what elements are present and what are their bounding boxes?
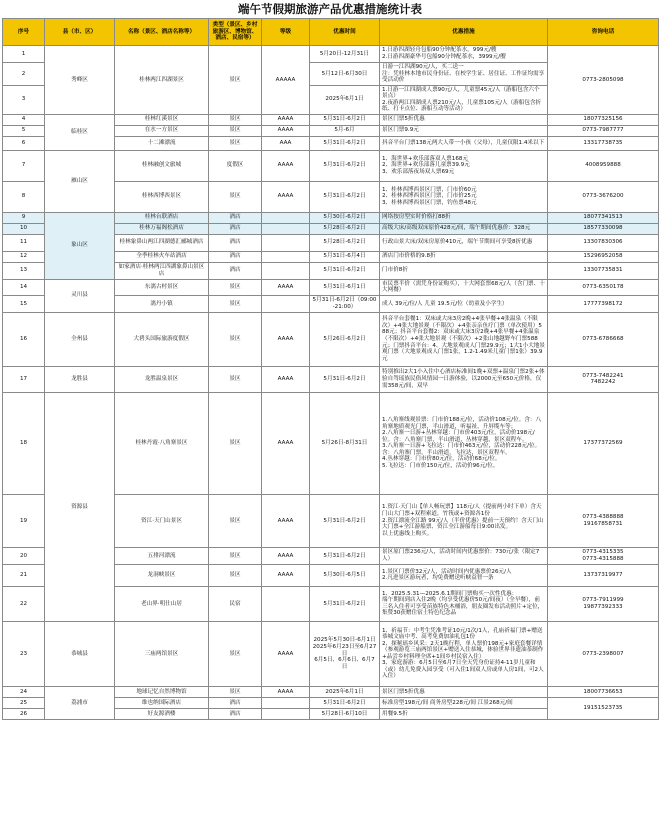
cell-no: 5 bbox=[3, 125, 45, 136]
cell-type: 酒店 bbox=[209, 262, 262, 279]
cell-no: 9 bbox=[3, 212, 45, 223]
cell-offer: 市民票半价（需凭身份证购买），十大网套票68元/人（含门票、十大网餐） bbox=[380, 279, 548, 295]
cell-offer: 日游一江四湖90元/人，买二送一 注：凭桂林本地市民身份证、在校学生证、居住证、工作证均需享受活动价 bbox=[380, 63, 548, 86]
header-cell-time: 优惠时间 bbox=[310, 19, 380, 46]
header-cell-phone: 咨询电话 bbox=[548, 19, 659, 46]
cell-phone: 18077341513 bbox=[548, 212, 659, 223]
cell-level bbox=[262, 262, 310, 279]
cell-name: 桂林万福阁松酒店 bbox=[115, 223, 209, 234]
cell-name: 东漓古村景区 bbox=[115, 279, 209, 295]
table-row bbox=[3, 212, 659, 223]
cell-type: 景区 bbox=[209, 181, 262, 212]
cell-offer: 1.资江·天门山【单人畅玩票】118元/人（提前两小时下单）含天门山大门票+双程索道，竹筏或+资源各1份 2.资江漂流全江路 99元/人（半价优惠）提前一天预约！含天门山大门票+全江游船票、资江全江游船每日9:00出发。 以上优惠线上购买。 bbox=[380, 494, 548, 547]
cell-time: 5月31日-6月2日 bbox=[310, 547, 380, 564]
cell-no: 17 bbox=[3, 366, 45, 392]
cell-no: 14 bbox=[3, 279, 45, 295]
cell-no: 26 bbox=[3, 708, 45, 719]
cell-type: 景区 bbox=[209, 312, 262, 366]
cell-phone: 17377372569 bbox=[548, 392, 659, 494]
cell-name: 在水一方景区 bbox=[115, 125, 209, 136]
cell-time: 5月31日-6月2日 bbox=[310, 262, 380, 279]
cell-level: AAAA bbox=[262, 181, 310, 212]
cell-type: 景区 bbox=[209, 114, 262, 125]
cell-type: 酒店 bbox=[209, 212, 262, 223]
cell-phone: 0773-6350178 bbox=[548, 279, 659, 295]
cell-time: 2025年5月30日-6月1日 2025年6月23日至6月27日 6月5日、6月6日、6月7日 bbox=[310, 621, 380, 686]
table-row bbox=[3, 366, 659, 392]
cell-level: AAAA bbox=[262, 312, 310, 366]
cell-no: 19 bbox=[3, 494, 45, 547]
cell-county: 资源县 bbox=[45, 392, 115, 621]
cell-type: 景区 bbox=[209, 392, 262, 494]
cell-county: 龙胜县 bbox=[45, 366, 115, 392]
cell-time: 5月31日-6月2日 bbox=[310, 586, 380, 621]
table-row bbox=[3, 392, 659, 494]
cell-time: 5月31日-6月2日 bbox=[310, 697, 380, 708]
cell-time: 5月28日-6月2日 bbox=[310, 234, 380, 251]
cell-offer: 景区门票5折优惠 bbox=[380, 114, 548, 125]
cell-time: 5月26日-8月31日 bbox=[310, 392, 380, 494]
cell-time: 5月30日-6月2日 bbox=[310, 212, 380, 223]
cell-phone: 18007736653 bbox=[548, 686, 659, 697]
cell-offer: 1.八角寨线观景票：门市价188元/位，活动价108元/位。含：八角寨地质观光门票，半山滑道，听福祉，升屏缆车等； 2.八角寨一日游+丛林穿越：门市价403元/位，活动价198元/位。含：八角寨门票，半山滑道，丛林穿越，景区双程车。 3.八角寨一日游+飞拉达：门市价463元/位，活动价228元/位。含：八角寨门票，半山滑道，飞拉达，景区双程车。 4.丛林穿越：门市价80元/位，活动价68元/位。 5.飞拉达：门市价150元/位，活动价96元/位。 bbox=[380, 392, 548, 494]
cell-time: 2025年6月1日 bbox=[310, 85, 380, 114]
cell-no: 22 bbox=[3, 586, 45, 621]
cell-offer: 特别推出2大1小入住中心酒店标准间1晚+双票+温泉门票2张+体验自驾瑶族民俗风情园一日游体验，以2000元至650元价格，仅需358元/间，双早 bbox=[380, 366, 548, 392]
cell-time: 5月31日-6月2日 bbox=[310, 366, 380, 392]
cell-level: AAA bbox=[262, 136, 310, 150]
header-cell-offer: 优惠措施 bbox=[380, 19, 548, 46]
cell-level bbox=[262, 251, 310, 262]
cell-phone: 19151523735 bbox=[548, 697, 659, 719]
cell-phone: 0773-7911999 19877392333 bbox=[548, 586, 659, 621]
cell-offer: 成人 39元/位/人 儿童 19.5元/位（幼童及小学生） bbox=[380, 295, 548, 312]
cell-name: 全季桂林火车站酒店 bbox=[115, 251, 209, 262]
cell-no: 20 bbox=[3, 547, 45, 564]
cell-type: 酒店 bbox=[209, 697, 262, 708]
cell-level: AAAA bbox=[262, 150, 310, 181]
cell-county: 临桂区 bbox=[45, 114, 115, 150]
cell-type: 景区 bbox=[209, 46, 262, 115]
cell-no: 24 bbox=[3, 686, 45, 697]
cell-name: 漓丹小镇 bbox=[115, 295, 209, 312]
cell-no: 11 bbox=[3, 234, 45, 251]
cell-phone: 0773-2398007 bbox=[548, 621, 659, 686]
cell-type: 景区 bbox=[209, 621, 262, 686]
promotion-table bbox=[2, 18, 659, 720]
cell-no: 6 bbox=[3, 136, 45, 150]
cell-phone: 15296952058 bbox=[548, 251, 659, 262]
cell-no: 23 bbox=[3, 621, 45, 686]
cell-no: 1 bbox=[3, 46, 45, 63]
cell-level: AAAA bbox=[262, 564, 310, 586]
cell-level: AAAA bbox=[262, 125, 310, 136]
cell-name: 龙胜温泉景区 bbox=[115, 366, 209, 392]
cell-phone: 13307830306 bbox=[548, 234, 659, 251]
cell-phone: 18077325156 bbox=[548, 114, 659, 125]
cell-name: 老山界·明仕山居 bbox=[115, 586, 209, 621]
cell-county: 象山区 bbox=[45, 212, 115, 279]
cell-offer: 景区原门票236元/人，活动时间内优惠票价：730元/张（限定7人） bbox=[380, 547, 548, 564]
cell-county: 恭城县 bbox=[45, 621, 115, 686]
cell-phone: 13307735831 bbox=[548, 262, 659, 279]
cell-no: 4 bbox=[3, 114, 45, 125]
cell-level: AAAA bbox=[262, 547, 310, 564]
cell-level bbox=[262, 223, 310, 234]
cell-no: 15 bbox=[3, 295, 45, 312]
cell-type: 酒店 bbox=[209, 223, 262, 234]
cell-phone: 18577330098 bbox=[548, 223, 659, 234]
cell-type: 景区 bbox=[209, 125, 262, 136]
cell-offer: 标准房型198元/间 商务房型228元/间 江景268元/间 bbox=[380, 697, 548, 708]
table-row bbox=[3, 150, 659, 181]
cell-offer: 抖音平台门票138元两大人带一小孩（父母），儿童仅限1.4米以下 bbox=[380, 136, 548, 150]
cell-level bbox=[262, 234, 310, 251]
cell-time: 5月26日-6月2日 bbox=[310, 312, 380, 366]
cell-type: 景区 bbox=[209, 686, 262, 697]
table-row bbox=[3, 114, 659, 125]
cell-level: AAAA bbox=[262, 621, 310, 686]
cell-level bbox=[262, 708, 310, 719]
cell-level bbox=[262, 586, 310, 621]
cell-phone: 17777398172 bbox=[548, 295, 659, 312]
cell-level: AAAA bbox=[262, 279, 310, 295]
cell-offer: 网络按房型实时价格打88折 bbox=[380, 212, 548, 223]
cell-name: 维也纳国际酒店 bbox=[115, 697, 209, 708]
cell-time: 5月31日-6月4日 bbox=[310, 251, 380, 262]
cell-level bbox=[262, 295, 310, 312]
cell-no: 3 bbox=[3, 85, 45, 114]
cell-level: AAAA bbox=[262, 366, 310, 392]
cell-phone: 0773-2805098 bbox=[548, 46, 659, 115]
cell-no: 25 bbox=[3, 697, 45, 708]
cell-level bbox=[262, 212, 310, 223]
header-row bbox=[3, 19, 659, 46]
cell-county: 秀峰区 bbox=[45, 46, 115, 115]
cell-type: 景区 bbox=[209, 366, 262, 392]
header-cell-name: 名称（景区、酒店名称等） bbox=[115, 19, 209, 46]
cell-level: AAAA bbox=[262, 114, 310, 125]
cell-phone: 0773-3676200 bbox=[548, 181, 659, 212]
cell-type: 景区 bbox=[209, 547, 262, 564]
cell-time: 5月28日-6月10日 bbox=[310, 708, 380, 719]
cell-time: 5月20日-12月31日 bbox=[310, 46, 380, 63]
cell-time: 5月31日-6月2日 bbox=[310, 136, 380, 150]
cell-name: 桂林融创文旅城 bbox=[115, 150, 209, 181]
cell-offer: 高级大床/高级双床原价428元/间，端午期间优惠价：328元 bbox=[380, 223, 548, 234]
header-cell-no: 序号 bbox=[3, 19, 45, 46]
page-title: 端午节假期旅游产品优惠措施统计表 bbox=[238, 2, 422, 16]
cell-phone: 0773-7482241 7482242 bbox=[548, 366, 659, 392]
cell-time: 5月28日-6月2日 bbox=[310, 223, 380, 234]
cell-no: 16 bbox=[3, 312, 45, 366]
header-cell-type: 类型（景区、乡村旅游区、博物馆、酒店、民宿等） bbox=[209, 19, 262, 46]
cell-time: 5月30日-6月5日 bbox=[310, 564, 380, 586]
cell-type: 景区 bbox=[209, 136, 262, 150]
cell-time: 5月31日-6月2日 bbox=[310, 150, 380, 181]
cell-no: 2 bbox=[3, 63, 45, 86]
cell-phone: 0773-6786668 bbox=[548, 312, 659, 366]
cell-time: 5月-6月 bbox=[310, 125, 380, 136]
cell-type: 度假区 bbox=[209, 150, 262, 181]
cell-offer: 1.日游一江四湖成人票90元/人，儿童票45元/人（游船包含六个景点） 2.夜游两江四湖成人票210元/人，儿童票105元/人（游船包含折纸、打卡点位、游船互动等活动） bbox=[380, 85, 548, 114]
table-row bbox=[3, 46, 659, 63]
cell-type: 民宿 bbox=[209, 586, 262, 621]
cell-name: 桂林西博西景区 bbox=[115, 181, 209, 212]
cell-no: 21 bbox=[3, 564, 45, 586]
cell-level: AAAA bbox=[262, 392, 310, 494]
cell-offer: 酒店门市价格的9.8折 bbox=[380, 251, 548, 262]
cell-offer: 门市价8折 bbox=[380, 262, 548, 279]
cell-county: 荔浦市 bbox=[45, 686, 115, 719]
table-row bbox=[3, 686, 659, 697]
cell-name: 大碧头国际旅游度假区 bbox=[115, 312, 209, 366]
cell-time: 5月31日-6月2日 bbox=[310, 181, 380, 212]
cell-name: 如家酒店·桂林两江四湖象鼻山景区店 bbox=[115, 262, 209, 279]
cell-level: AAAA bbox=[262, 494, 310, 547]
table-row bbox=[3, 279, 659, 295]
cell-no: 7 bbox=[3, 150, 45, 181]
cell-offer: 景区门票5折优惠 bbox=[380, 686, 548, 697]
cell-offer: 用餐9.5折 bbox=[380, 708, 548, 719]
cell-name: 桂林台联酒店 bbox=[115, 212, 209, 223]
cell-phone: 0773-7987777 bbox=[548, 125, 659, 136]
cell-offer: 1、2025.5.31—2025.6.1期间门票购买一次性优惠： 端午期间到店入住2晚（均享受优惠价50元/间夜）（全早餐），前三名入住者可享受苗族特色木桶浴，朋友圈发布活动照片+定位，集赞30获赠住宿土特色纪念品 bbox=[380, 586, 548, 621]
cell-time: 5月12日-6月30日 bbox=[310, 63, 380, 86]
cell-time: 5月31日-6月1日 bbox=[310, 279, 380, 295]
cell-time: 5月31日-6月2日 bbox=[310, 114, 380, 125]
cell-phone: 0773-4388888 19167858731 bbox=[548, 494, 659, 547]
header-cell-level: 等级 bbox=[262, 19, 310, 46]
cell-time: 5月31日-6月2日 bbox=[310, 494, 380, 547]
cell-level: AAAA bbox=[262, 686, 310, 697]
cell-phone: 0773-4315335 0773-4315888 bbox=[548, 547, 659, 564]
cell-county: 灵川县 bbox=[45, 279, 115, 312]
cell-county: 雁山区 bbox=[45, 150, 115, 212]
cell-offer: 1.景区门票价32元/人，活动时间内优惠票价26元/人 2.凡进景区游玩者，均免费赠送听峡益智一条 bbox=[380, 564, 548, 586]
cell-name: 桂林象鼻山两江四湖德汇郦城酒店 bbox=[115, 234, 209, 251]
cell-name: 五排河漂流 bbox=[115, 547, 209, 564]
cell-offer: 景区门票9.9元 bbox=[380, 125, 548, 136]
cell-type: 景区 bbox=[209, 494, 262, 547]
cell-name: 三庙两馆景区 bbox=[115, 621, 209, 686]
cell-time: 5月31日-6月2日（09:00-21:00） bbox=[310, 295, 380, 312]
cell-phone: 4008959888 bbox=[548, 150, 659, 181]
cell-time: 2025年6月1日 bbox=[310, 686, 380, 697]
table-row bbox=[3, 312, 659, 366]
cell-type: 景区 bbox=[209, 279, 262, 295]
cell-offer: 1、祈福节：中考生凭准考证10元/1次/1人，孔庙祈福门票+赠送恭城文庙中考、高考免费加油礼包1份 2、探秘瑶乡风采：2天1晚行程，单人票价198元+家庭套餐详情（参观游览三庙两馆景区+赠送入住恭城，体验世界非遗油茶制作+品尝乡村料理全席+1间乡村民宿入住） 3、家庭游游：6月5日至6月7日全天凭身份证持4-11岁儿童和（或）幼儿免费入园享受（可入住1间双人房或单人房1间，可2人入住） bbox=[380, 621, 548, 686]
cell-type: 酒店 bbox=[209, 251, 262, 262]
cell-no: 13 bbox=[3, 262, 45, 279]
cell-type: 酒店 bbox=[209, 234, 262, 251]
cell-name: 十二滩漂流 bbox=[115, 136, 209, 150]
cell-name: 桂林红溪景区 bbox=[115, 114, 209, 125]
cell-type: 酒店 bbox=[209, 708, 262, 719]
cell-no: 18 bbox=[3, 392, 45, 494]
cell-offer: 1、桂林西博西景区门票，门市价60元 2、桂林西博西景区门票，门市价25元 3、桂林西博西景区门票，钓鱼票48元 bbox=[380, 181, 548, 212]
cell-name: 桂林丹霞·八角寨景区 bbox=[115, 392, 209, 494]
cell-offer: 行政山景大床/双床房原价410元，端午节期间可享受8折优惠 bbox=[380, 234, 548, 251]
cell-offer: 抖音平台套餐1：双床或大床3房2晚+4张早餐+4张温泉（不限次）+4张大地景观（不限次）+4张亲亲鱼疗门票（单次使用）588元；抖音平台套餐2：双床或大床3房2晚+4张早餐+4张温泉（不限次）+4张大地景观（不限次）+2张山地越野车门票588元；门票抖音平台：4、大地景观成人门票29.9元；1大1小大地景观门票（大地景观成人门票1张，1.2-1.49米儿童门票1张）39.9元 bbox=[380, 312, 548, 366]
cell-no: 10 bbox=[3, 223, 45, 234]
cell-name: 好友源酒楼 bbox=[115, 708, 209, 719]
cell-offer: 1.日游四湖轻舟包船90分钟配茶水，999元/艘 2.日游四湖豪华号包船90分钟配茶水，3999元/艘 bbox=[380, 46, 548, 63]
cell-name: 地球记忆自然博物馆 bbox=[115, 686, 209, 697]
cell-level: AAAAA bbox=[262, 46, 310, 115]
table-row bbox=[3, 621, 659, 686]
cell-no: 12 bbox=[3, 251, 45, 262]
cell-offer: 1、海世界+欢乐部落双人票168元 2、海世界+欢乐部落儿童票39.9元 3、欢乐部落夜场双人票69元 bbox=[380, 150, 548, 181]
cell-county: 全州县 bbox=[45, 312, 115, 366]
cell-phone: 13737319977 bbox=[548, 564, 659, 586]
cell-phone: 13317738735 bbox=[548, 136, 659, 150]
cell-name: 资江·天门山景区 bbox=[115, 494, 209, 547]
cell-type: 景区 bbox=[209, 295, 262, 312]
header-cell-county: 县（市、区） bbox=[45, 19, 115, 46]
table-body bbox=[3, 46, 659, 720]
cell-name: 桂林两江四湖景区 bbox=[115, 46, 209, 115]
cell-type: 景区 bbox=[209, 564, 262, 586]
cell-no: 8 bbox=[3, 181, 45, 212]
cell-level bbox=[262, 697, 310, 708]
cell-name: 龙洞峡景区 bbox=[115, 564, 209, 586]
